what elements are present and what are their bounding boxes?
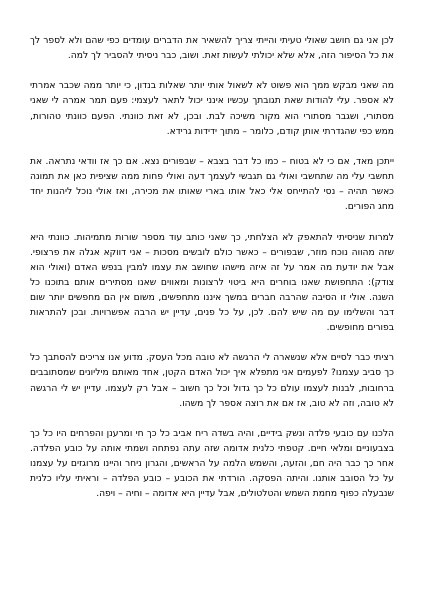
paragraph-6: הלכנו עם כובעי פלדה ונשק בידיים, והיה בשדה ריח אביב כל כך חי ומרענן והפרחים היו כל כך בצבעוניים ומלאי חיים. קטפתי כלנית אדומה שזה עתה נפתחה ושמתי אותה על כובע הפלדה. אחר כך כבר היה חם, והזעה, והשמש הלמה על הראשים, והגרון ניחר והיינו מרוגזים על עצמנו על כל הסובב אותנו. והיתה הפסקה. הורדתי את הכובע – כובע הפלדה – וראיתי עליו כלנית שנבעלה כפוף מחמת השמש והטלטולים, אבל עדיין היא אדומה – וחיה – ויפה. [30,428,394,500]
letter-page [30,34,394,574]
paragraph-3: ייתכן מאד, אם כי לא בטוח – כמו כל דבר בצבא – שבפורים נצא. אם כך אז וודאי נתראה. את תחשבי עלי מה שתחשבי ואולי גם תגבשי לעצמך דעה ואולי פחות ממה שציפית כאן את תמונה כאשר תהיה – נסי להתייחס אלי כאל אותו בארי שאותו את מכירה, ואז אולי נוכל ליהנות יחד מחג הפורים. [30,156,394,213]
paragraph-1: לכן אני גם חושב שאולי טעיתי והייתי צריך להשאיר את הדברים עומדים כפי שהם ולא לספר לך את כל הסיפור הזה, אלא שלא יכולתי לעשות זאת. ושוב, כבר ניסיתי להסביר לך למה. [30,36,394,62]
paragraph-5: רציתי כבר לסיים אלא שנשארה לי הרגשה לא טובה מכל העסק. מדוע אנו צריכים להסתבך כל כך סביב עצמנו? לפעמים אני מתפלא איך יכול האדם הקטן, אחד מאותם מיליונים שמסתובבים ברחובות, לבנות לעצמו עולם כל כך גדול וכל כך חשוב – אבל רק לעצמו. עדיין יש לי הרגשה לא טובה, וזה לא טוב, אז אם את רוצה אספר לך משהו. [30,353,394,409]
paragraph-4: למרות שניסיתי להתאפק לא הצלחתי, כך שאני כותב עוד מספר שורות מתמיהות. כוונתי היא שזה מהווה נוכח מוזר, שבפורים – כאשר כולם לובשים מסכות – אני דווקא אגלה את פרצופי. אבל את יודעת מה אמר על זה איזה מישהו שחושב את עצמו למבין בנפש האדם (ואולי הוא צודק): התחפושת שאנו בוחרים היא ביטוי לרצונות ומאווים שאנו מסתירים אותם בתוכנו כל השנה. אולי זו הסיבה שהרבה חברים במשך איננו מתחפשים, משום אין הם מחפשים יותר שום דבר והשלימו עם מה שיש להם. לכן, על כל פנים, עדיין יש הרבה אפשרויות. ובכן להתראות בפורים מחופשים. [30,232,394,334]
paragraph-2: מה שאני מבקש ממך הוא פשוט לא לשאול אותי יותר שאלות בנדון, כי יותר ממה שכבר אמרתי לא אספר. עלי להודות שאת תגובתך עכשיו אינני יכול לתאר לעצמי: פעם תמר אמרה לי שאני מסתורי, ושגבר מסתורי הוא מקור משיכה לבת. ובכן, לא זאת כוונתי. הפעם כוונתי טהורות, ממש כפי שהגדרתי אותן קודם, כלומר – מתוך ידידות גרידא. [30,81,394,137]
